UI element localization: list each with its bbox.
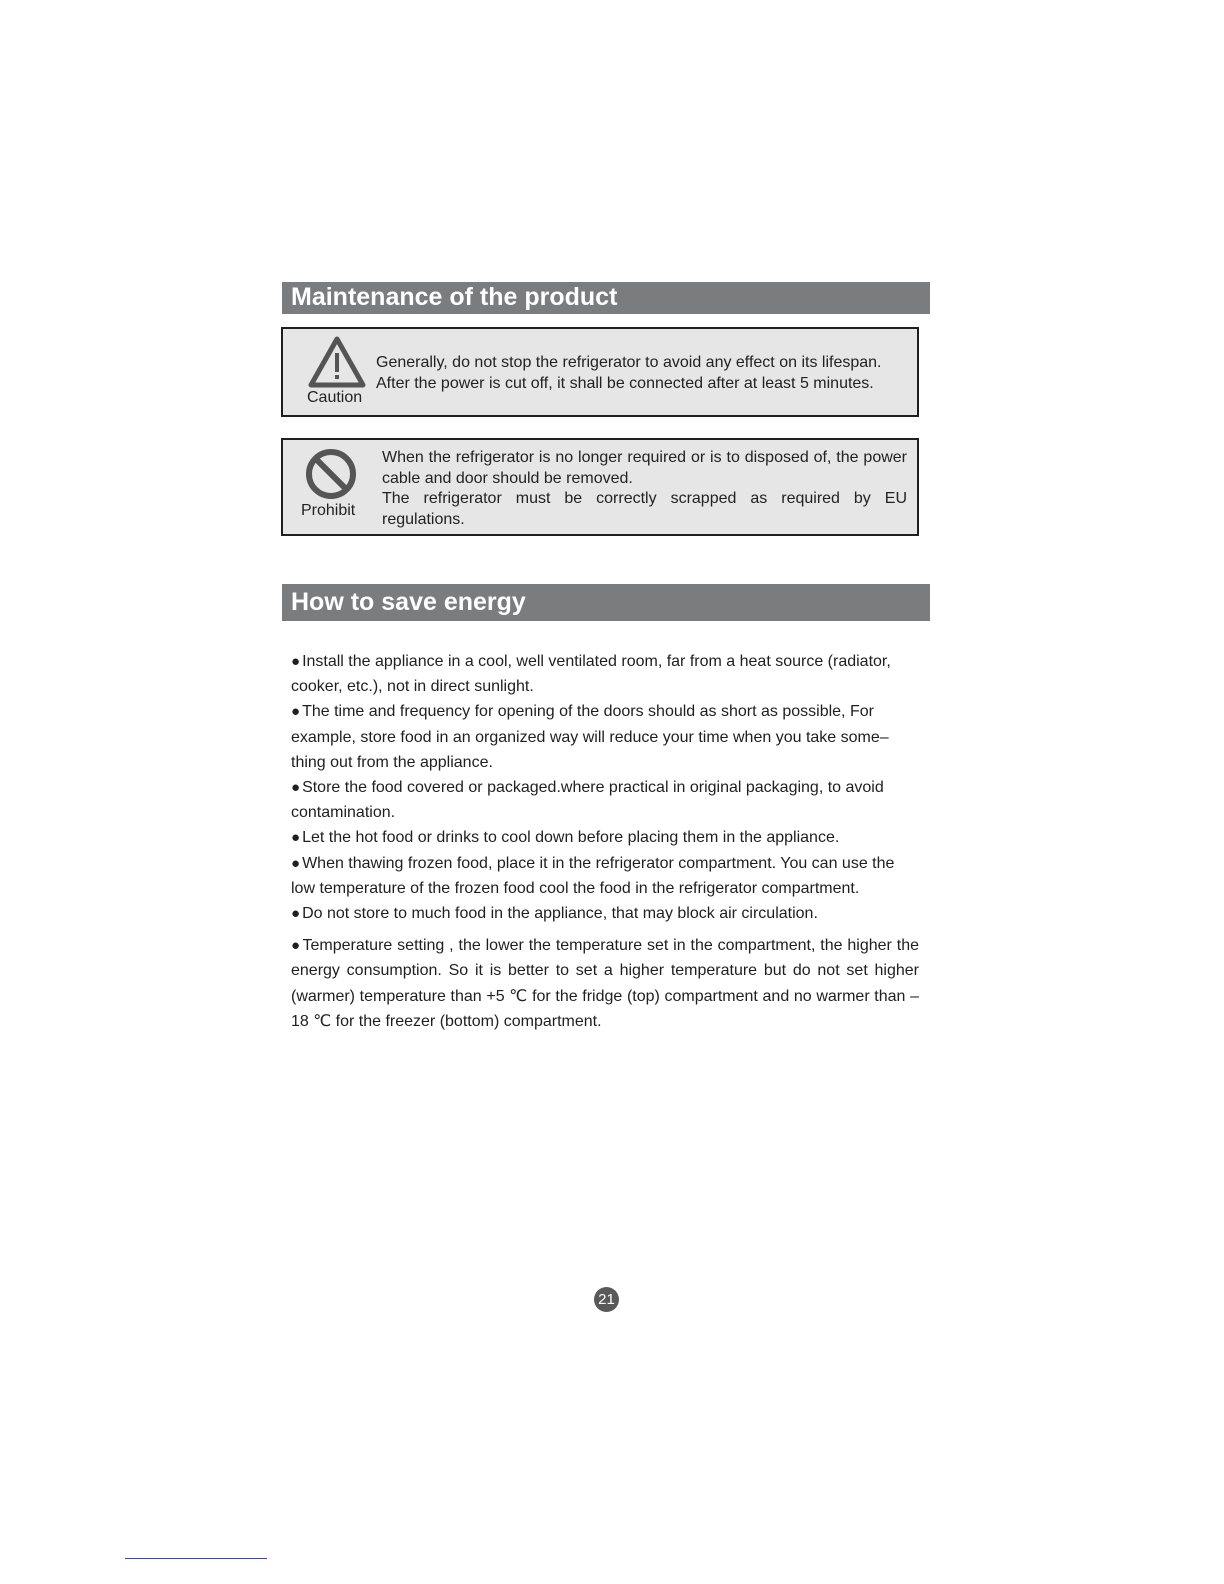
prohibit-text	[382, 448, 907, 530]
list-item-text: Store the food covered or packaged.where practical in original packaging, to avoid contamination.	[291, 779, 884, 822]
bullet-icon: ●	[291, 854, 301, 872]
bullet-icon: ●	[291, 937, 301, 955]
prohibition-circle-icon	[305, 448, 357, 500]
prohibit-notice	[281, 438, 919, 536]
caution-text	[376, 353, 881, 394]
list-item	[291, 851, 919, 901]
list-item-text: Do not store to much food in the appliance, that may block air circulation.	[302, 905, 818, 923]
bullet-icon: ●	[291, 905, 301, 923]
list-item-text: Let the hot food or drinks to cool down before placing them in the appliance.	[302, 829, 840, 847]
bullet-icon: ●	[291, 653, 301, 670]
page-number: 21	[594, 1287, 619, 1312]
footer-divider	[125, 1558, 267, 1559]
caution-line: Generally, do not stop the refrigerator to avoid any effect on its lifespan.	[376, 354, 882, 371]
energy-section-title: How to save energy	[282, 584, 930, 621]
energy-tips-list	[291, 649, 919, 1034]
prohibit-label: Prohibit	[301, 502, 356, 519]
bullet-icon: ●	[291, 703, 301, 721]
list-item	[291, 775, 919, 825]
bullet-icon: ●	[291, 779, 301, 797]
list-item-text: The time and frequency for opening of the doors should as short as possible, For example, store food in an organized way will reduce your time when you take some–thing out from the appliance.	[291, 703, 889, 771]
list-item-text: Temperature setting , the lower the temperature set in the compartment, the higher the energy consumption. So it is better to set a higher temperature but do not set higher (warmer) temperature than +5 ℃ for the fridge (top) compartment and no warmer than –18 ℃ for the freezer (bottom) compartment.	[291, 937, 919, 1030]
list-item	[291, 901, 919, 926]
bullet-icon: ●	[291, 829, 301, 847]
list-item	[291, 649, 919, 699]
list-item	[291, 825, 919, 850]
list-item	[291, 699, 919, 775]
list-item-text: Install the appliance in a cool, well ventilated room, far from a heat source (radiator, cooker, etc.), not in direct sunlight.	[291, 653, 891, 696]
prohibit-paragraph: When the refrigerator is no longer required or is to disposed of, the power cable and door should be removed.	[382, 449, 907, 487]
maintenance-section-title: Maintenance of the product	[282, 282, 930, 314]
prohibit-paragraph: The refrigerator must be correctly scrapped as required by EU regulations.	[382, 490, 907, 528]
list-item	[291, 933, 919, 1034]
caution-line: After the power is cut off, it shall be connected after at least 5 minutes.	[376, 374, 874, 392]
caution-label: Caution	[307, 389, 363, 406]
warning-triangle-icon	[307, 335, 367, 389]
caution-notice	[281, 327, 919, 417]
list-item-text: When thawing frozen food, place it in the refrigerator compartment. You can use the low temperature of the frozen food cool the food in the refrigerator compartment.	[291, 854, 895, 897]
